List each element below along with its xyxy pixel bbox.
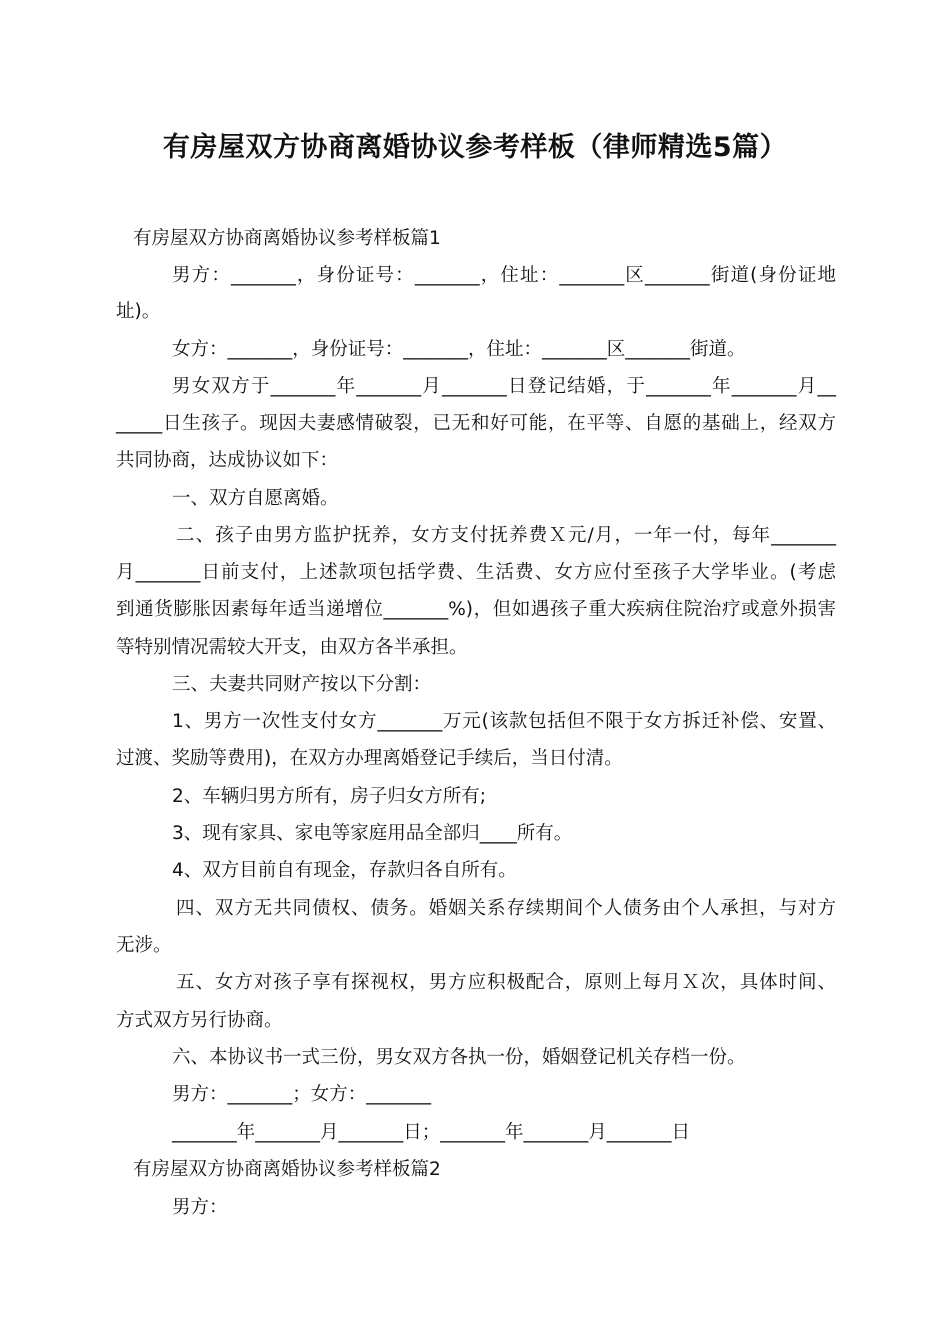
clause-5-continuation: 方式双方另行协商。: [116, 1010, 283, 1031]
clause-2-line-4: 等特别情况需较大开支，由双方各半承担。: [116, 637, 468, 658]
clause-1: 一、双方自愿离婚。: [172, 488, 339, 509]
female-party-line: 女方：_______，身份证号：_______，住址：_______区_______街道。: [172, 339, 746, 360]
document-title: 有房屋双方协商离婚协议参考样板（律师精选5篇）: [162, 132, 788, 163]
marriage-info-continuation: _____日生孩子。现因夫妻感情破裂，已无和好可能，在平等、自愿的基础上，经双方: [116, 413, 836, 434]
male-party-line: 男方：_______，身份证号：_______，住址：_______区_______街道(身份证地: [172, 265, 836, 286]
marriage-info-line: 男女双方于_______年_______月_______日登记结婚，于_______年_______月__: [172, 376, 836, 397]
clause-3: 三、夫妻共同财产按以下分割：: [172, 674, 432, 695]
clause-3-item-1-continuation: 过渡、奖励等费用)，在双方办理离婚登记手续后，当日付清。: [116, 748, 623, 769]
clause-6: 六、本协议书一式三份，男女双方各执一份，婚姻登记机关存档一份。: [172, 1047, 746, 1068]
clause-5: 五、女方对孩子享有探视权，男方应积极配合，原则上每月Ｘ次，具体时间、: [176, 972, 836, 993]
clause-3-item-2: 2、车辆归男方所有，房子归女方所有;: [172, 786, 487, 807]
male-party-line-2: 男方：: [172, 1197, 228, 1218]
male-address-continuation: 址)。: [116, 301, 161, 322]
signature-line: 男方：_______；女方：_______: [172, 1084, 432, 1105]
section-heading-1: 有房屋双方协商离婚协议参考样板篇1: [133, 228, 441, 249]
clause-4-continuation: 无涉。: [116, 935, 172, 956]
section-heading-2: 有房屋双方协商离婚协议参考样板篇2: [133, 1159, 441, 1180]
clause-4: 四、双方无共同债权、债务。婚姻关系存续期间个人债务由个人承担，与对方: [176, 898, 836, 919]
clause-2-line-1: 二、孩子由男方监护抚养，女方支付抚养费Ｘ元/月，一年一付，每年_______: [176, 525, 836, 546]
marriage-info-continuation-2: 共同协商，达成协议如下：: [116, 450, 339, 471]
clause-3-item-4: 4、双方目前自有现金，存款归各自所有。: [172, 860, 517, 881]
clause-2-line-3: 到通货膨胀因素每年适当递增位_______%)，但如遇孩子重大疾病住院治疗或意外损害: [116, 599, 836, 620]
date-line: _______年_______月_______日；_______年_______月_______日: [172, 1122, 691, 1143]
clause-2-line-2: 月_______日前支付，上述款项包括学费、生活费、女方应付至孩子大学毕业。(考虑: [116, 562, 836, 583]
clause-3-item-1: 1、男方一次性支付女方_______万元(该款包括但不限于女方拆迁补偿、安置、: [172, 711, 836, 732]
clause-3-item-3: 3、现有家具、家电等家庭用品全部归____所有。: [172, 823, 573, 844]
